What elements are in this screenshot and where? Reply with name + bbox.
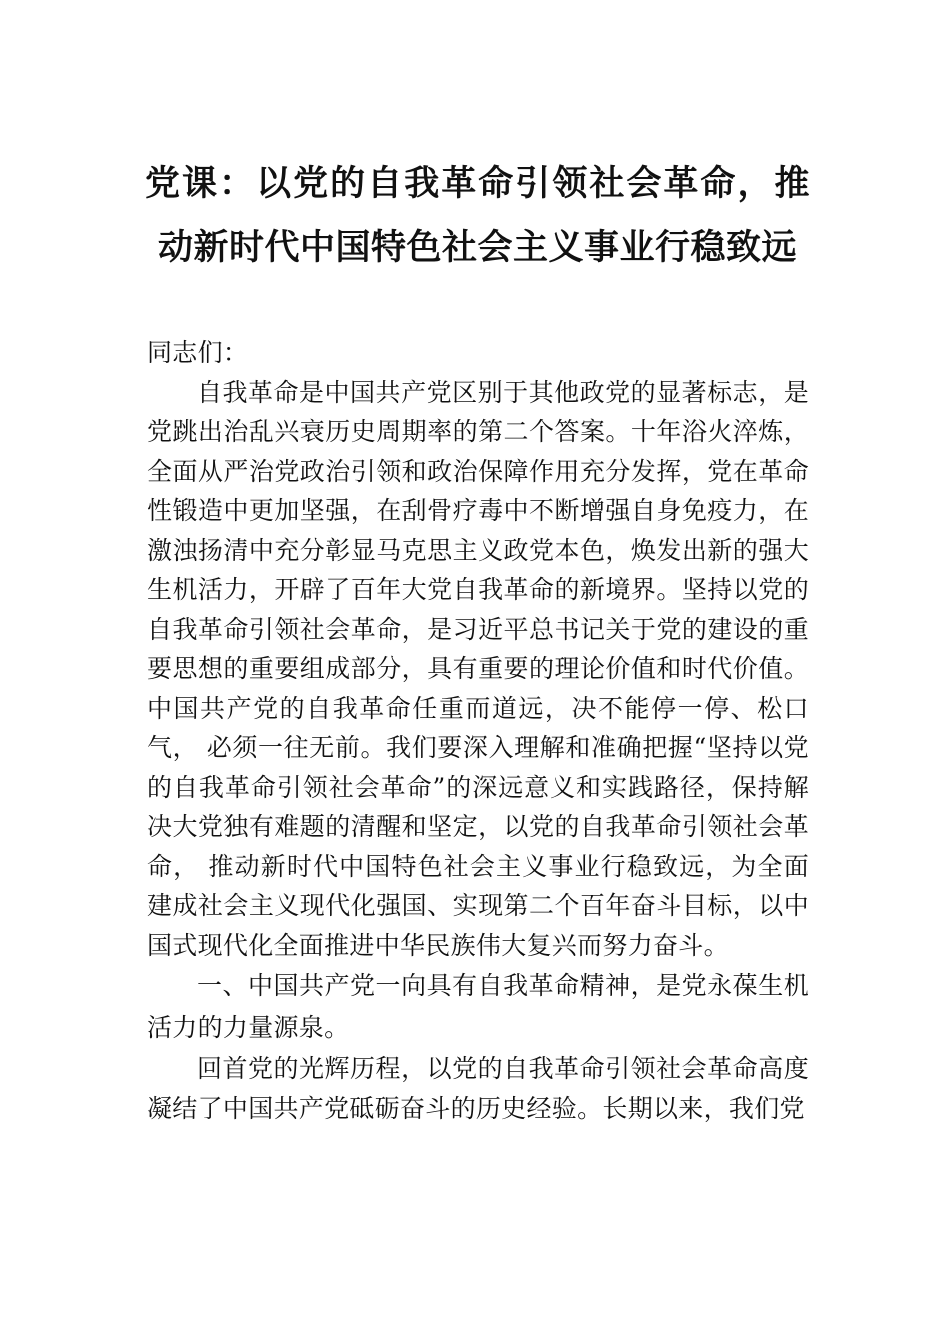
salutation: 同志们： xyxy=(147,338,249,367)
section-heading-1: 一、中国共产党一向具有自我革命精神，是党永葆生机活力的力量源泉。 xyxy=(147,971,809,1042)
document-title: 党课：以党的自我革命引领社会革命，推动新时代中国特色社会主义事业行稳致远 xyxy=(145,164,810,268)
paragraph-section-1: 回首党的光辉历程，以党的自我革命引领社会革命高度凝结了中国共产党砥砺奋斗的历史经验。长期以来，我们党 xyxy=(147,1054,809,1123)
paragraph-intro: 自我革命是中国共产党区别于其他政党的显著标志，是党跳出治乱兴衰历史周期率的第二个答案。十年浴火淬炼， 全面从严治党政治引领和政治保障作用充分发挥，党在革命性锻造中更加坚强，在刮骨疗毒中不断增强自身免疫力，在激浊扬清中充分彰显马克思主义政党本色，焕发出新的强大生机活力，开辟了百年大党自我革命的新境界。坚持以党的自我革命引领社会革命，是习近平总书记关于党的建设的重要思想的重要组成部分，具有重要的理论价值和时代价值。 中国共产党的自我革命任重而道远，决不能停一停、松口气， 必须一往无前。我们要深入理解和准确把握“坚持以党的自我革命引领社会革命”的深远意义和实践路径，保持解决大党独有难题的清醒和坚定，以党的自我革命引领社会革命， 推动新时代中国特色社会主义事业行稳致远，为全面建成社会主义现代化强国、实现第二个百年奋斗目标，以中国式现代化全面推进中华民族伟大复兴而努力奋斗。 xyxy=(147,377,809,960)
document-body xyxy=(147,333,809,1128)
